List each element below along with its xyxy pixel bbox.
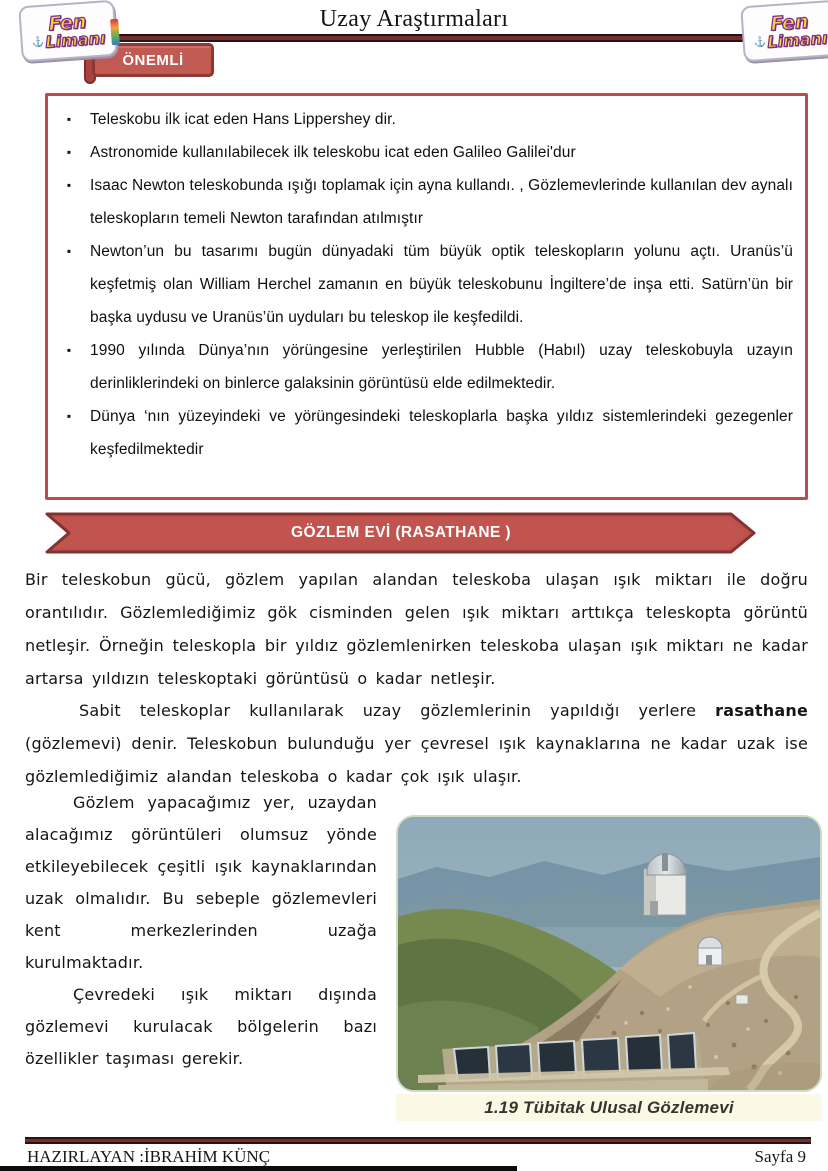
bottom-edge-bar (0, 1166, 517, 1171)
list-item (48, 334, 793, 400)
important-facts-box (45, 93, 808, 500)
paragraph-observatory-location: Gözlem yapacağımız yer, uzaydan alacağımız görüntüleri olumsuz yönde etkileyebilecek çeşitli ışık kaynaklarından uzak olmalıdır. Bu sebeple gözlemevleri kent merkezlerinden uzağa kurulmaktadır. (25, 793, 377, 972)
figure-caption: 1.19 Tübitak Ulusal Gözlemevi (484, 1097, 734, 1117)
list-item-text: Isaac Newton teleskobunda ışığı toplamak için ayna kullandı. , Gözlemevlerinde kullanılan dev aynalı teleskopların temeli Newton tarafından atılmıştır (90, 177, 793, 227)
bullet-icon: ▪ (66, 112, 72, 126)
header-divider (112, 34, 750, 42)
fen-limani-logo-card (740, 0, 828, 62)
list-item-text: Teleskobu ilk icat eden Hans Lippershey dir. (90, 111, 396, 128)
left-text-column (25, 787, 377, 1075)
paragraph-text: (gözlemevi) denir. Teleskobun bulunduğu yer çevresel ışık kaynaklarına ne kadar uzak ise gözlemlediğimiz alandan teleskoba o kadar çok ışık ulaşır. (25, 734, 808, 786)
rasathane-bold-term: rasathane (715, 701, 808, 720)
bullet-icon: ▪ (66, 244, 72, 258)
logo-text-fen: Fen (769, 10, 810, 35)
list-item-text: Dünya ‘nın yüzeyindeki ve yörüngesindeki teleskoplarla başka yıldız sistemlerindeki gezegenler keşfedilmektedir (90, 408, 793, 458)
figure-caption-strip (396, 1094, 822, 1121)
paragraph-telescope-power: Bir teleskobun gücü, gözlem yapılan alandan teleskoba ulaşan ışık miktarı ile doğru orantılıdır. Gözlemlediğimiz gök cisminden gelen ışık miktarı arttıkça teleskopta görüntü netleşir. Örneğin teleskopla bir yıldız gözlemlenirken teleskoba ulaşan ışık miktarı ne kadar artarsa yıldızın teleskoptaki görüntüsü o kadar netleşir. (25, 570, 808, 688)
fen-limani-logo-right (742, 3, 828, 59)
fen-limani-logo-left (20, 3, 116, 59)
paragraph-observatory-requirements: Çevredeki ışık miktarı dışında gözlemevi kurulacak bölgelerin bazı özellikler taşıması gerekir. (25, 985, 377, 1068)
bullet-icon: ▪ (66, 343, 72, 357)
section-banner-label: GÖZLEM EVİ (RASATHANE ) (291, 524, 511, 541)
logo-ribbon-decoration (110, 19, 120, 45)
logo-text-limani: Limanı (766, 27, 828, 52)
footer-page-number: Sayfa 9 (754, 1147, 806, 1166)
bullet-icon: ▪ (66, 178, 72, 192)
list-item-text: Newton’un bu tasarımı bugün dünyadaki tüm büyük optik teleskopların yolunu açtı. Uranüs’ü keşfetmiş olan William Herchel zamanın en büyük teleskobunu İngiltere’de inşa etti. Satürn’ün bir başka uydusu ve Uranüs’ün uyduları bu teleskop ile keşfedildi. (90, 243, 793, 326)
paragraph-text: Sabit teleskoplar kullanılarak uzay gözlemlerinin yapıldığı yerlere (79, 701, 716, 720)
page-title: Uzay Araştırmaları (319, 6, 509, 32)
observatory-photo-illustration (398, 817, 820, 1090)
list-item-text: 1990 yılında Dünya’nın yörüngesine yerleştirilen Hubble (Habıl) uzay teleskobuyla uzayın derinliklerindeki on binlerce galaksinin görüntüsü elde edilmektedir. (90, 342, 793, 392)
section-banner (45, 512, 757, 554)
list-item (48, 136, 793, 169)
bullet-icon: ▪ (66, 409, 72, 423)
footer-divider (25, 1137, 811, 1144)
observatory-photo (396, 815, 822, 1092)
list-item (48, 103, 793, 136)
logo-text-fen: Fen (47, 10, 88, 35)
list-item (48, 400, 793, 466)
important-badge-label: ÖNEMLİ (122, 51, 184, 69)
list-item (48, 169, 793, 235)
bullet-icon: ▪ (66, 145, 72, 159)
paragraph-rasathane-definition (25, 694, 808, 793)
anchor-icon: ⚓ (31, 36, 45, 49)
logo-text-limani: Limanı (44, 27, 106, 52)
list-item (48, 235, 793, 334)
anchor-icon: ⚓ (753, 36, 767, 49)
footer-author: HAZIRLAYAN :İBRAHİM KÜNÇ (27, 1147, 271, 1166)
fen-limani-logo-card (18, 0, 118, 62)
list-item-text: Astronomide kullanılabilecek ilk teleskobu icat eden Galileo Galilei'dur (90, 144, 576, 161)
